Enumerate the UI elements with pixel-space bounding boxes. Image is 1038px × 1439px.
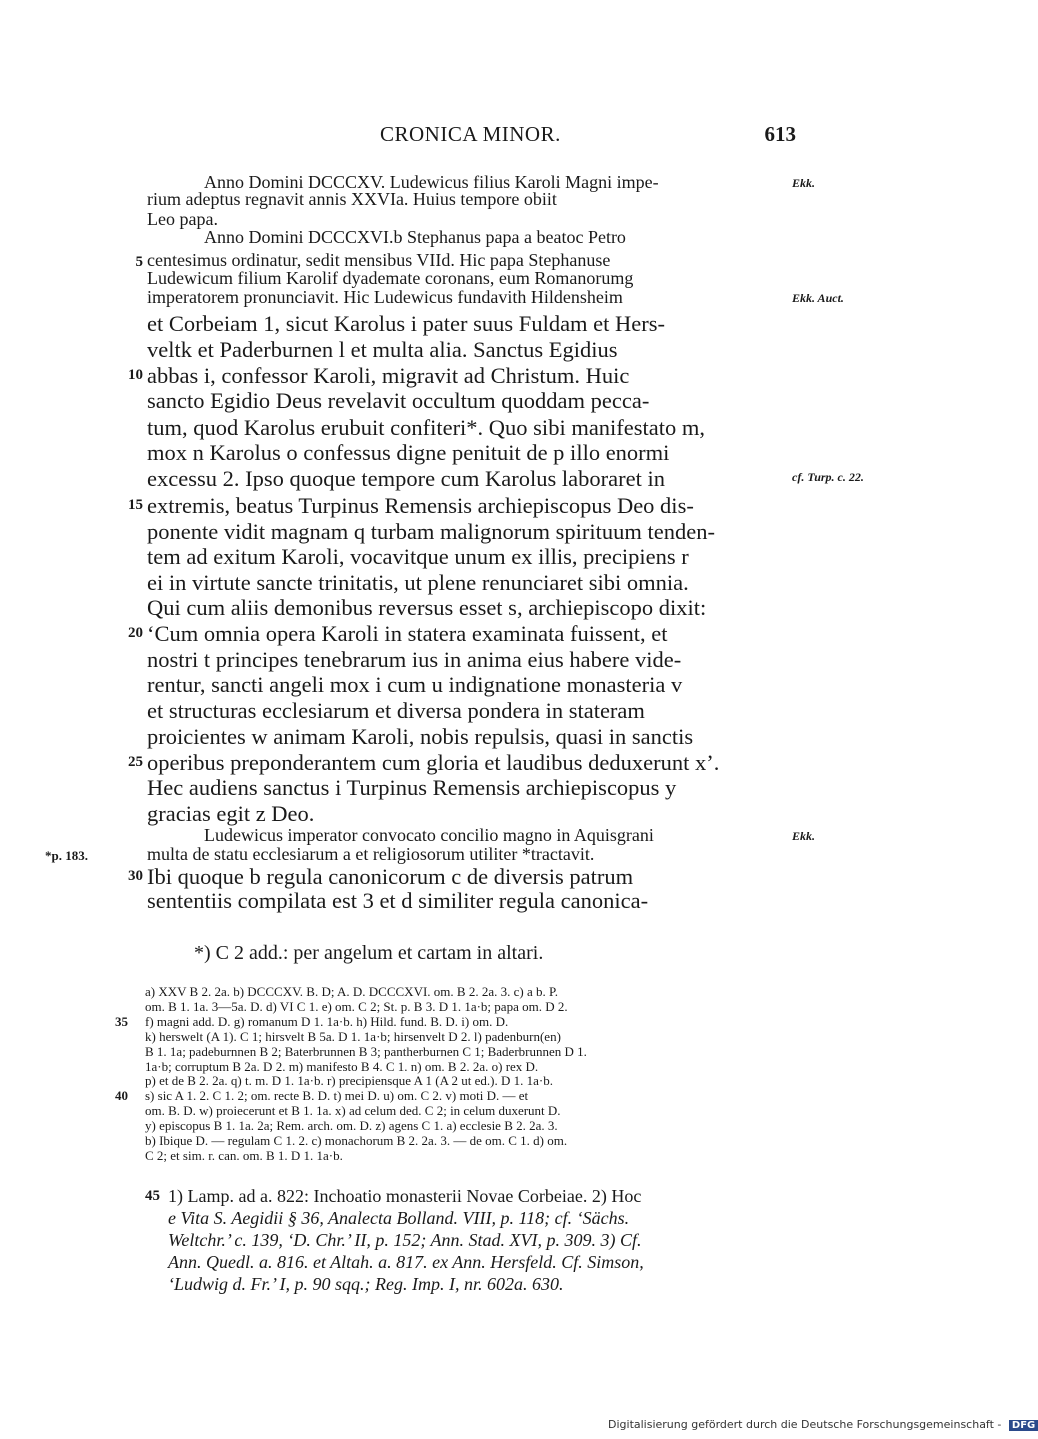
addition-note: *) C 2 add.: per angelum et cartam in altari. bbox=[194, 942, 544, 964]
apparatus-text: p) et de B 2. 2a. q) t. m. D 1. 1a·b. r) precipiensque A 1 (A 2 ut ed.). D 1. 1a·b. bbox=[145, 1073, 553, 1089]
apparatus-line bbox=[145, 1103, 795, 1117]
funding-credit bbox=[608, 1418, 1036, 1434]
text-line bbox=[147, 466, 787, 491]
apparatus-line bbox=[145, 1044, 795, 1058]
text-line bbox=[147, 415, 787, 440]
line-number: 25 bbox=[128, 754, 143, 770]
text-line bbox=[147, 621, 787, 646]
apparatus-text: b) Ibique D. — regulam C 1. 2. c) monachorum B 2. 2a. 3. — de om. C 1. d) om. bbox=[145, 1133, 568, 1148]
line-text: Anno Domini DCCCXV. Ludewicus filius Karoli Magni impe- bbox=[204, 172, 659, 192]
line-text: imperatorem pronunciavit. Hic Ludewicus fundavith Hildensheim bbox=[147, 287, 623, 307]
dfg-logo: DFG bbox=[1009, 1420, 1038, 1431]
line-text: ‘Cum omnia opera Karoli in statera examinata fuissent, et bbox=[147, 621, 668, 646]
margin-source-note: cf. Turp. c. 22. bbox=[792, 470, 864, 484]
apparatus-line bbox=[145, 1118, 795, 1132]
apparatus-line bbox=[145, 1073, 795, 1087]
credit-text: Digitalisierung gefördert durch die Deutsche Forschungsgemeinschaft - bbox=[608, 1418, 1002, 1431]
text-line bbox=[147, 888, 787, 913]
line-number: 35 bbox=[115, 1013, 128, 1029]
line-text: centesimus ordinatur, sedit mensibus VIId. Hic papa Stephanuse bbox=[147, 250, 611, 270]
line-number: 40 bbox=[115, 1088, 128, 1104]
margin-source-note: Ekk. bbox=[792, 176, 816, 190]
apparatus-line bbox=[145, 1148, 795, 1162]
apparatus-line bbox=[145, 999, 795, 1013]
line-number: 10 bbox=[128, 367, 143, 383]
apparatus-text: f) magni add. D. g) romanum D 1. 1a·b. h) Hild. fund. B. D. i) om. D. bbox=[145, 1013, 509, 1029]
line-text: tem ad exitum Karoli, vocavitque unum ex illis, precipiens r bbox=[147, 544, 689, 569]
apparatus-text: a) XXV B 2. 2a. b) DCCCXV. B. D; A. D. DCCCXVI. om. B 2. 2a. 3. c) a b. P. bbox=[145, 984, 558, 999]
line-text: mox n Karolus o confessus digne penituit de p illo enormi bbox=[147, 440, 670, 465]
text-line bbox=[147, 337, 787, 362]
apparatus-text: om. B. D. w) proiecerunt et B 1. 1a. x) ad celum ded. C 2; in celum duxerunt D. bbox=[145, 1103, 561, 1119]
footnote-text: Weltchr.’ c. 139, ‘D. Chr.’ II, p. 152; Ann. Stad. XVI, p. 309. 3) Cf. bbox=[168, 1230, 642, 1250]
text-line bbox=[147, 672, 787, 697]
apparatus-line bbox=[145, 1059, 795, 1073]
line-text: abbas i, confessor Karoli, migravit ad Christum. Huic bbox=[147, 363, 630, 388]
text-line bbox=[147, 864, 787, 889]
apparatus-text: s) sic A 1. 2. C 1. 2; om. recte B. D. t) mei D. u) om. C 2. v) moti D. — et bbox=[145, 1088, 529, 1104]
line-text: proicientes w animam Karoli, nobis repulsis, quasi in sanctis bbox=[147, 724, 694, 749]
page-reference: *p. 183. bbox=[45, 848, 88, 863]
apparatus-line bbox=[145, 1029, 795, 1043]
text-line bbox=[147, 440, 787, 465]
line-text: operibus preponderantem cum gloria et laudibus deduxerunt x’. bbox=[147, 750, 720, 775]
footnote-line bbox=[168, 1208, 808, 1230]
apparatus-text: C 2; et sim. r. can. om. B 1. D 1. 1a·b. bbox=[145, 1147, 343, 1163]
line-text: Ludewicus imperator convocato concilio magno in Aquisgrani bbox=[204, 825, 654, 845]
margin-source-note: Ekk. bbox=[792, 829, 816, 843]
line-number: 30 bbox=[128, 868, 143, 884]
line-number: 20 bbox=[128, 625, 143, 641]
line-text: rium adeptus regnavit annis XXVIa. Huius tempore obiit bbox=[147, 189, 557, 209]
apparatus-text: y) episcopus B 1. 1a. 2a; Rem. arch. om. D. z) agens C 1. a) ecclesie B 2. 2a. 3. bbox=[145, 1118, 558, 1134]
line-text: gracias egit z Deo. bbox=[147, 801, 315, 826]
line-text: Hec audiens sanctus i Turpinus Remensis archiepiscopus y bbox=[147, 775, 677, 800]
margin-source-note: Ekk. Auct. bbox=[792, 291, 844, 305]
footnote-line bbox=[168, 1274, 808, 1296]
apparatus-line bbox=[145, 984, 795, 998]
footnote-line bbox=[168, 1186, 808, 1208]
text-line bbox=[147, 825, 844, 846]
text-line bbox=[147, 388, 787, 413]
footnote-text: 1) Lamp. ad a. 822: Inchoatio monasterii Novae Corbeiae. 2) Hoc bbox=[168, 1186, 642, 1206]
text-line bbox=[147, 493, 787, 518]
text-line bbox=[147, 363, 787, 388]
line-text: tum, quod Karolus erubuit confiteri*. Quo sibi manifestato m, bbox=[147, 415, 706, 440]
line-text: ponente vidit magnam q turbam malignorum spirituum tenden- bbox=[147, 519, 716, 544]
text-line bbox=[147, 519, 787, 544]
page-number: 613 bbox=[764, 122, 796, 146]
apparatus-text: B 1. 1a; padeburnnen B 2; Baterbrunnen B 3; pantherburnen C 1; Baderbrunnen D 1. bbox=[145, 1043, 587, 1059]
footnote-line bbox=[168, 1230, 808, 1252]
apparatus-line bbox=[145, 1088, 795, 1102]
text-line bbox=[147, 311, 787, 336]
text-line bbox=[147, 570, 787, 595]
text-line bbox=[147, 801, 787, 826]
line-text: multa de statu ecclesiarum a et religiosorum utiliter *tractavit. bbox=[147, 844, 595, 864]
line-text: veltk et Paderburnen l et multa alia. Sanctus Egidius bbox=[147, 337, 618, 362]
text-line bbox=[147, 544, 787, 569]
line-text: et structuras ecclesiarum et diversa pondera in stateram bbox=[147, 698, 645, 723]
footnote-line bbox=[168, 1252, 808, 1274]
line-text: Leo papa. bbox=[147, 209, 218, 229]
line-number: 15 bbox=[128, 497, 143, 513]
text-line bbox=[147, 724, 787, 749]
text-line bbox=[147, 844, 787, 865]
text-line bbox=[147, 268, 787, 289]
text-line bbox=[147, 647, 787, 672]
text-line bbox=[147, 227, 844, 248]
line-text: Anno Domini DCCCXVI.b Stephanus papa a beatoc Petro bbox=[204, 227, 626, 247]
line-text: sancto Egidio Deus revelavit occultum quoddam pecca- bbox=[147, 388, 650, 413]
line-text: rentur, sancti angeli mox i cum u indignatione monasteria v bbox=[147, 672, 683, 697]
apparatus-text: om. B 1. 1a. 3—5a. D. d) VI C 1. e) om. C 2; St. p. B 3. D 1. 1a·b; papa om. D 2. bbox=[145, 998, 568, 1014]
apparatus-text: 1a·b; corruptum B 2a. D 2. m) manifesto B 4. C 1. n) om. B 2. 2a. o) rex D. bbox=[145, 1058, 539, 1074]
footnote-text: ‘Ludwig d. Fr.’ I, p. 90 sqq.; Reg. Imp. I, nr. 602a. 630. bbox=[168, 1274, 564, 1294]
running-header bbox=[147, 122, 796, 152]
line-text: extremis, beatus Turpinus Remensis archiepiscopus Deo dis- bbox=[147, 493, 694, 518]
text-line bbox=[147, 750, 787, 775]
text-line bbox=[147, 698, 787, 723]
footnote-text: Ann. Quedl. a. 816. et Altah. a. 817. ex Ann. Hersfeld. Cf. Simson, bbox=[168, 1252, 644, 1272]
line-number: 45 bbox=[145, 1188, 160, 1204]
line-number: 5 bbox=[135, 254, 143, 270]
text-line bbox=[147, 189, 787, 210]
line-text: et Corbeiam 1, sicut Karolus i pater suus Fuldam et Hers- bbox=[147, 311, 666, 336]
line-text: Ibi quoque b regula canonicorum c de diversis patrum bbox=[147, 864, 634, 889]
page-title: CRONICA MINOR. bbox=[380, 122, 561, 146]
text-line bbox=[147, 287, 787, 308]
line-text: Qui cum aliis demonibus reversus esset s, archiepiscopo dixit: bbox=[147, 595, 707, 620]
line-text: sententiis compilata est 3 et d similiter regula canonica- bbox=[147, 888, 649, 913]
apparatus-line bbox=[145, 1133, 795, 1147]
apparatus-line bbox=[145, 1014, 795, 1028]
line-text: nostri t principes tenebrarum ius in anima eius habere vide- bbox=[147, 647, 682, 672]
text-line bbox=[147, 775, 787, 800]
footnote-text: e Vita S. Aegidii § 36, Analecta Bolland. VIII, p. 118; cf. ‘Sächs. bbox=[168, 1208, 630, 1228]
line-text: excessu 2. Ipso quoque tempore cum Karolus laboraret in bbox=[147, 466, 665, 491]
line-text: ei in virtute sancte trinitatis, ut plene renunciaret sibi omnia. bbox=[147, 570, 689, 595]
line-text: Ludewicum filium Karolif dyademate coronans, eum Romanorumg bbox=[147, 268, 634, 288]
text-line bbox=[147, 595, 787, 620]
apparatus-text: k) herswelt (A 1). C 1; hirsvelt B 5a. D 1. 1a·b; hirsenvelt D 2. l) padenburn(en) bbox=[145, 1028, 561, 1044]
